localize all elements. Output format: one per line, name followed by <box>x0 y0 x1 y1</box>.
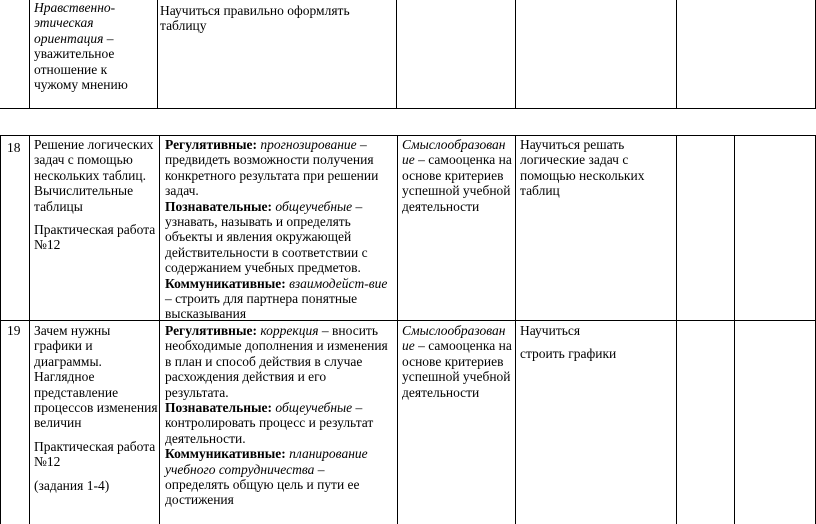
cognitive-label: Познавательные: <box>165 400 273 416</box>
communicative-term: взаимодейст-вие <box>289 275 388 291</box>
outcome-text: Научиться правильно оформлять таблицу <box>160 3 350 34</box>
row-number: 18 <box>7 140 21 155</box>
lesson-topic-cell <box>34 323 158 493</box>
regulatory-text: – вносить необходимые дополнения и изменения <box>165 323 388 354</box>
regulatory-term: прогнозирование <box>260 137 357 152</box>
personal-result-cell <box>402 323 514 400</box>
regulatory-text: – предвидеть возможности получения конкретного результата при решении задач. <box>165 137 379 199</box>
regulatory-label: Регулятивные: <box>165 137 257 152</box>
lesson-topic: Решение логических задач с помощью нескольких таблиц. Вычислительные таблицы <box>34 137 154 214</box>
cognitive-text: – узнавать, называть и определять объекты и явления окружающей действительности в соответствии с содержанием учебных предметов. <box>165 198 368 276</box>
column-border <box>397 135 398 524</box>
row-border <box>0 135 816 136</box>
personal-term: Нравственно-этическая ориентация <box>34 0 116 46</box>
cognitive-label: Познавательные: <box>165 198 273 214</box>
outcome-cell <box>520 137 670 199</box>
personal-term: Смыслообразован ие <box>402 137 506 168</box>
lesson-topic-cell <box>34 137 158 253</box>
regulatory-label: Регулятивные: <box>165 323 257 338</box>
column-border <box>29 135 30 524</box>
column-border <box>157 0 158 108</box>
column-border <box>29 0 30 108</box>
communicative-text: – строить для партнера понятные высказывания <box>165 291 358 322</box>
outcome-cell <box>520 323 670 362</box>
row-border <box>0 320 816 321</box>
column-border <box>515 0 516 108</box>
personal-text: – самооценка на основе критериев успешной учебной деятельности <box>402 152 512 214</box>
personal-result-cell <box>34 0 154 92</box>
uud-cell <box>165 137 391 322</box>
outcome-cell <box>160 3 390 34</box>
cognitive-text: – контролировать процесс и результат деятельности. <box>165 400 374 446</box>
row-border <box>0 108 816 109</box>
practical-tasks: (задания 1-4) <box>34 477 110 493</box>
cognitive-term: общеучебные <box>275 198 353 214</box>
regulatory-text-continued: в план и способ действия в случае расхождения действия и его результата. <box>165 353 363 400</box>
practical-work: Практическая работа №12 <box>34 438 156 470</box>
column-border <box>396 0 397 108</box>
column-border <box>0 135 1 524</box>
column-border <box>676 135 677 524</box>
communicative-label: Коммуникативные: <box>165 275 286 291</box>
communicative-text: – определять общую цель и пути ее достижения <box>165 461 360 508</box>
uud-cell <box>165 323 391 508</box>
personal-text: – самооценка на основе критериев успешной учебной деятельности <box>402 338 512 400</box>
personal-text: – уважительное отношение к чужому мнению <box>34 30 128 93</box>
cognitive-term: общеучебные <box>275 400 353 416</box>
column-border <box>676 0 677 108</box>
outcome-text: Научиться <box>520 323 581 338</box>
personal-term: Смыслообразован ие <box>402 323 506 354</box>
column-border <box>515 135 516 524</box>
lesson-topic: Зачем нужны графики и диаграммы. Наглядное представление процессов изменения величин <box>34 323 158 431</box>
regulatory-term: коррекция <box>260 323 319 338</box>
personal-result-cell <box>402 137 514 214</box>
practical-work: Практическая работа №12 <box>34 222 156 253</box>
row-number: 19 <box>7 323 21 338</box>
communicative-label: Коммуникативные: <box>165 446 286 462</box>
outcome-text-continued: строить графики <box>520 346 617 362</box>
column-border <box>734 135 735 524</box>
communicative-term: планирование учебного сотрудничества <box>165 446 368 477</box>
outcome-text: Научиться решать логические задач с помощью нескольких таблиц <box>520 137 645 199</box>
column-border <box>159 135 160 524</box>
